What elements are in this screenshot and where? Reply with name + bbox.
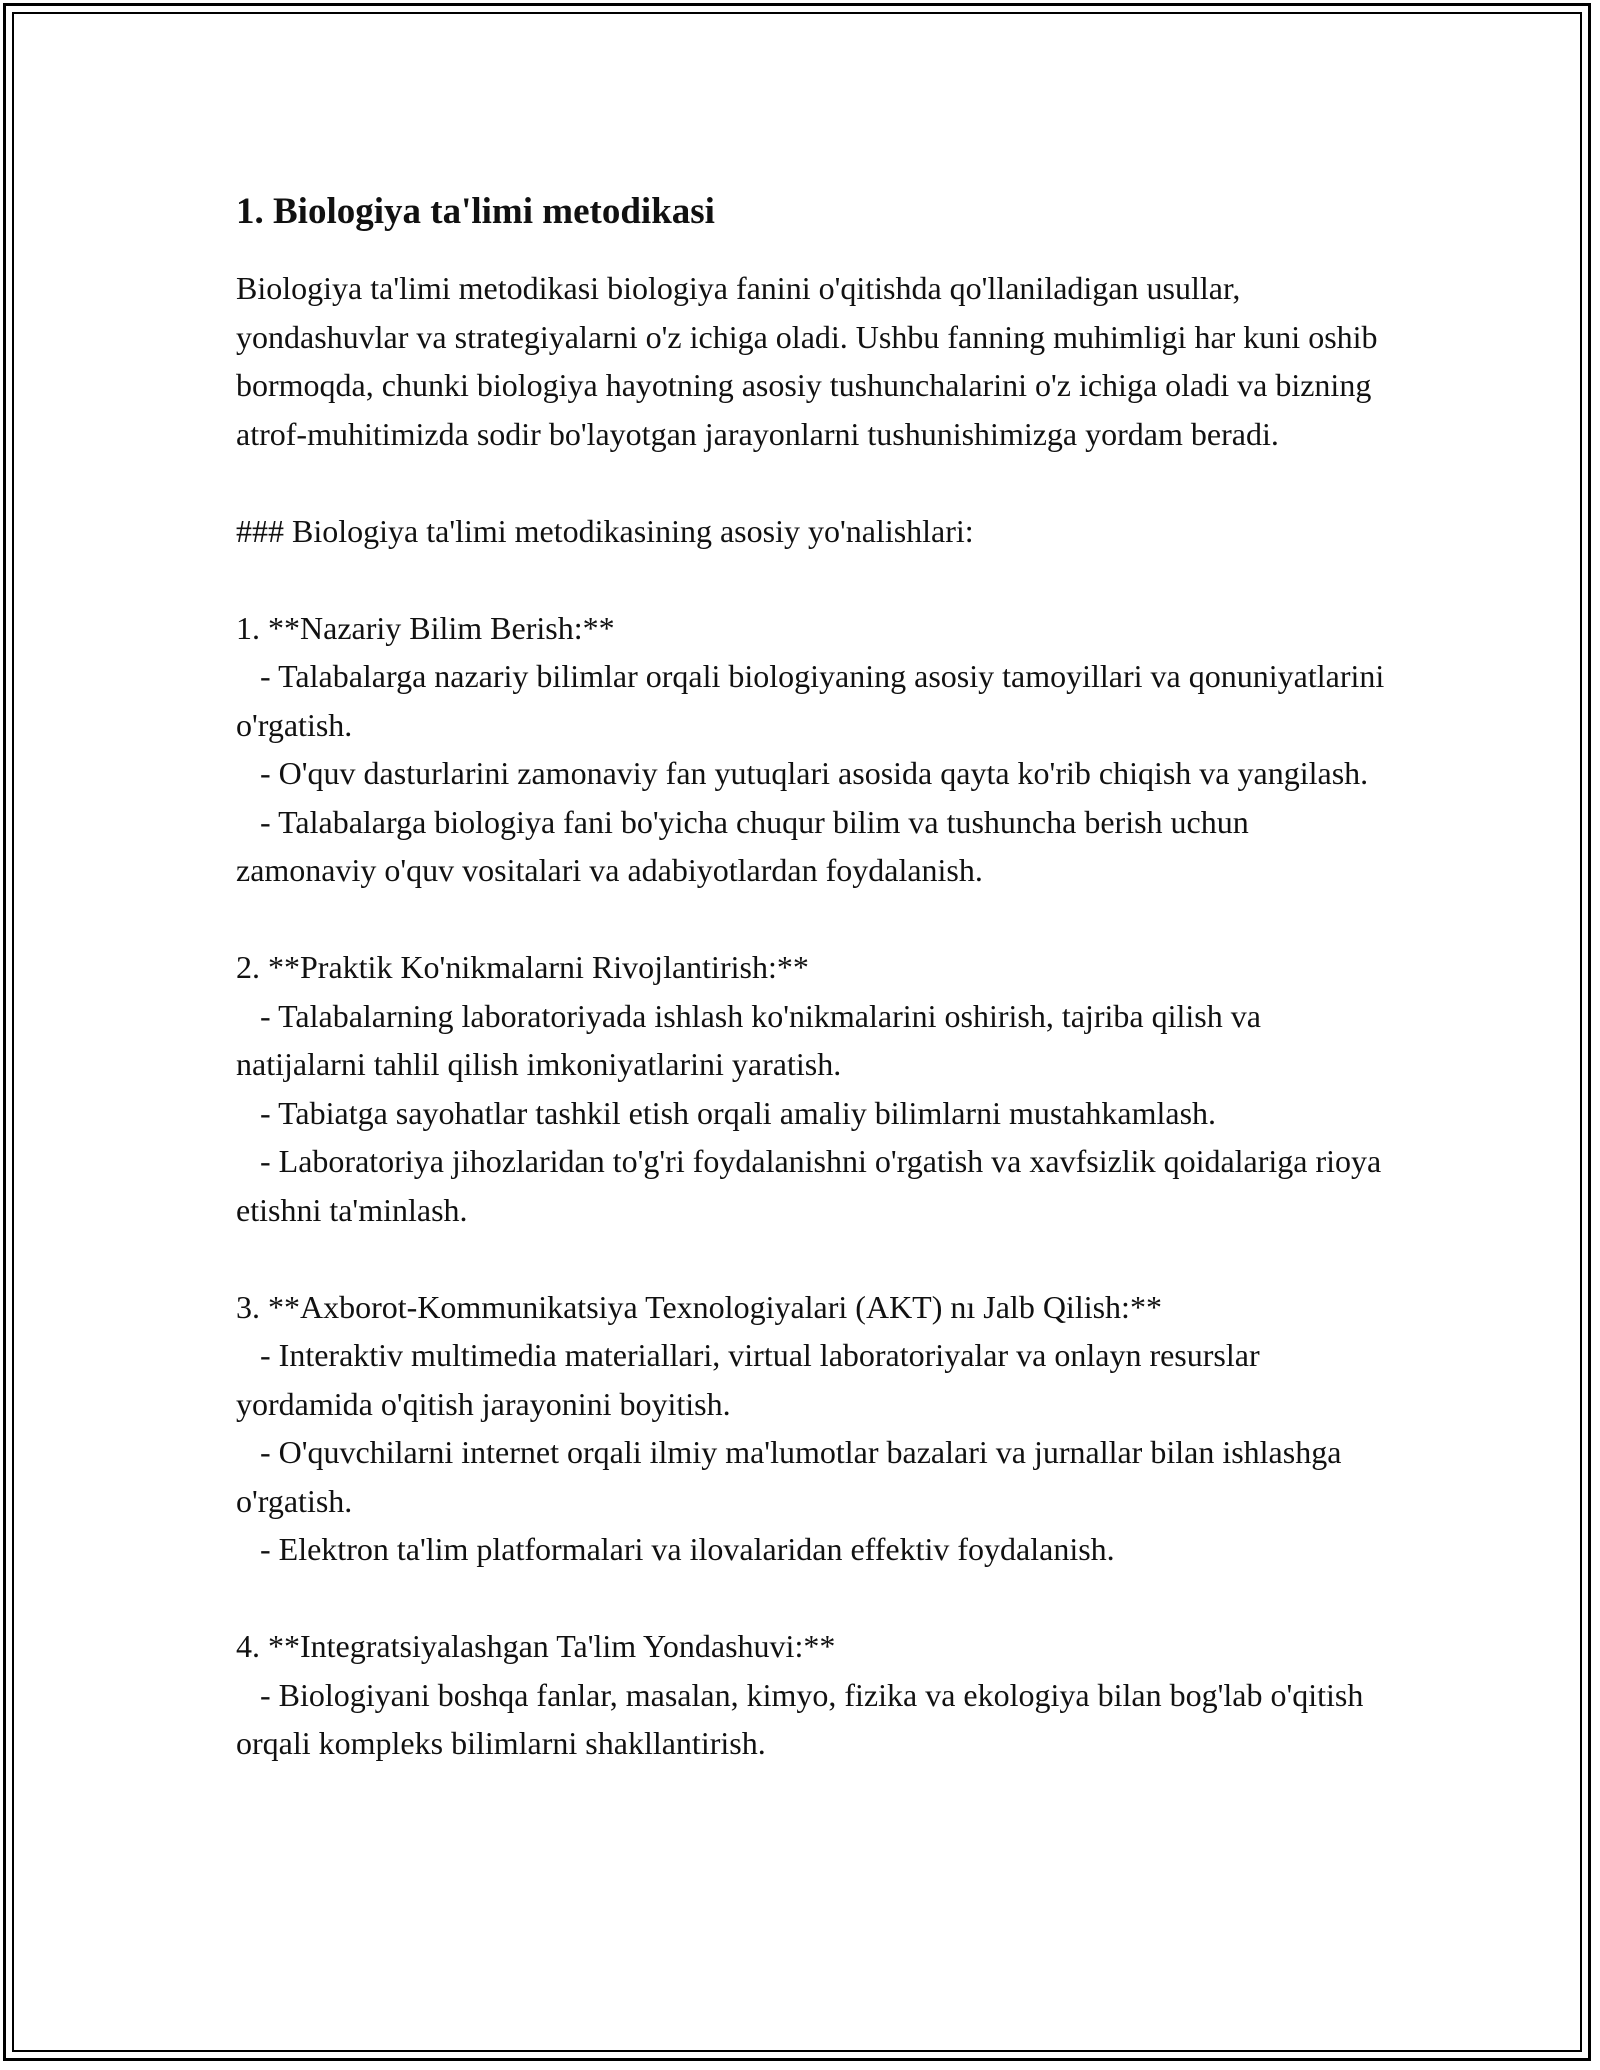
- section-heading: 4. **Integratsiyalashgan Ta'lim Yondashuvi:**: [236, 1628, 836, 1664]
- list-item: - Interaktiv multimedia materiallari, virtual laboratoriyalar va onlayn resurslar yordamida o'qitish jarayonini boyitish.: [236, 1337, 1268, 1422]
- section-3: [236, 1283, 1386, 1574]
- spacer: [236, 1574, 1386, 1623]
- spacer: [236, 555, 1386, 604]
- section-1: [236, 604, 1393, 895]
- spacer: [236, 458, 1386, 507]
- document-title: 1. Biologiya ta'limi metodikasi: [236, 191, 715, 232]
- spacer: [236, 895, 1386, 944]
- section-heading: 3. **Axborot-Kommunikatsiya Texnologiyalari (AKT) nı Jalb Qilish:**: [236, 1288, 1162, 1325]
- list-item: - Talabalarga biologiya fani bo'yicha chuqur bilim va tushuncha berish uchun zamonaviy o'quv vositalari va adabiyotlardan foydalanish.: [236, 803, 1257, 888]
- list-item: - Biologiyani boshqa fanlar, masalan, kimyo, fizika va ekologiya bilan bog'lab o'qitish orqali kompleks bilimlarni shakllantirish.: [236, 1676, 1372, 1761]
- subheading: ### Biologiya ta'limi metodikasining asosiy yo'nalishlari:: [236, 512, 974, 549]
- list-item: - O'quv dasturlarini zamonaviy fan yutuqlari asosida qayta ko'rib chiqish va yangilash.: [236, 755, 1369, 791]
- section-4: [236, 1622, 1386, 1768]
- section-heading: 1. **Nazariy Bilim Berish:**: [236, 609, 615, 646]
- list-item: - Elektron ta'lim platformalari va ilovalaridan effektiv foydalanish.: [236, 1531, 1115, 1567]
- list-item: - O'quvchilarni internet orqali ilmiy ma'lumotlar bazalari va jurnallar bilan ishlashga o'rgatish.: [236, 1434, 1350, 1519]
- list-item: - Talabalarga nazariy bilimlar orqali biologiyaning asosiy tamoyillari va qonuniyatlarini o'rgatish.: [236, 658, 1393, 743]
- spacer: [236, 1234, 1386, 1283]
- list-item: - Tabiatga sayohatlar tashkil etish orqali amaliy bilimlarni mustahkamlash.: [236, 1094, 1217, 1131]
- section-2: [236, 943, 1390, 1234]
- intro-paragraph: Biologiya ta'limi metodikasi biologiya fanini o'qitishda qo'llaniladigan usullar, yondashuvlar va strategiyalarni o'z ichiga oladi. Ushbu fanning muhimligi har kuni oshib bormoqda, chunki biologiya hayotning asosiy tushunchalarini o'z ichiga oladi va bizning atrof-muhitimizda sodir bo'layotgan jarayonlarni tushunishimizga yordam beradi.: [236, 270, 1386, 452]
- section-heading: 2. **Praktik Ko'nikmalarni Rivojlantirish:**: [236, 949, 809, 985]
- document-body: [236, 186, 1393, 1768]
- list-item: - Talabalarning laboratoriyada ishlash ko'nikmalarini oshirish, tajriba qilish va natijalarni tahlil qilish imkoniyatlarini yaratish.: [236, 997, 1269, 1082]
- list-item: - Laboratoriya jihozlaridan to'g'ri foydalanishni o'rgatish va xavfsizlik qoidalariga rioya etishni ta'minlash.: [236, 1143, 1390, 1228]
